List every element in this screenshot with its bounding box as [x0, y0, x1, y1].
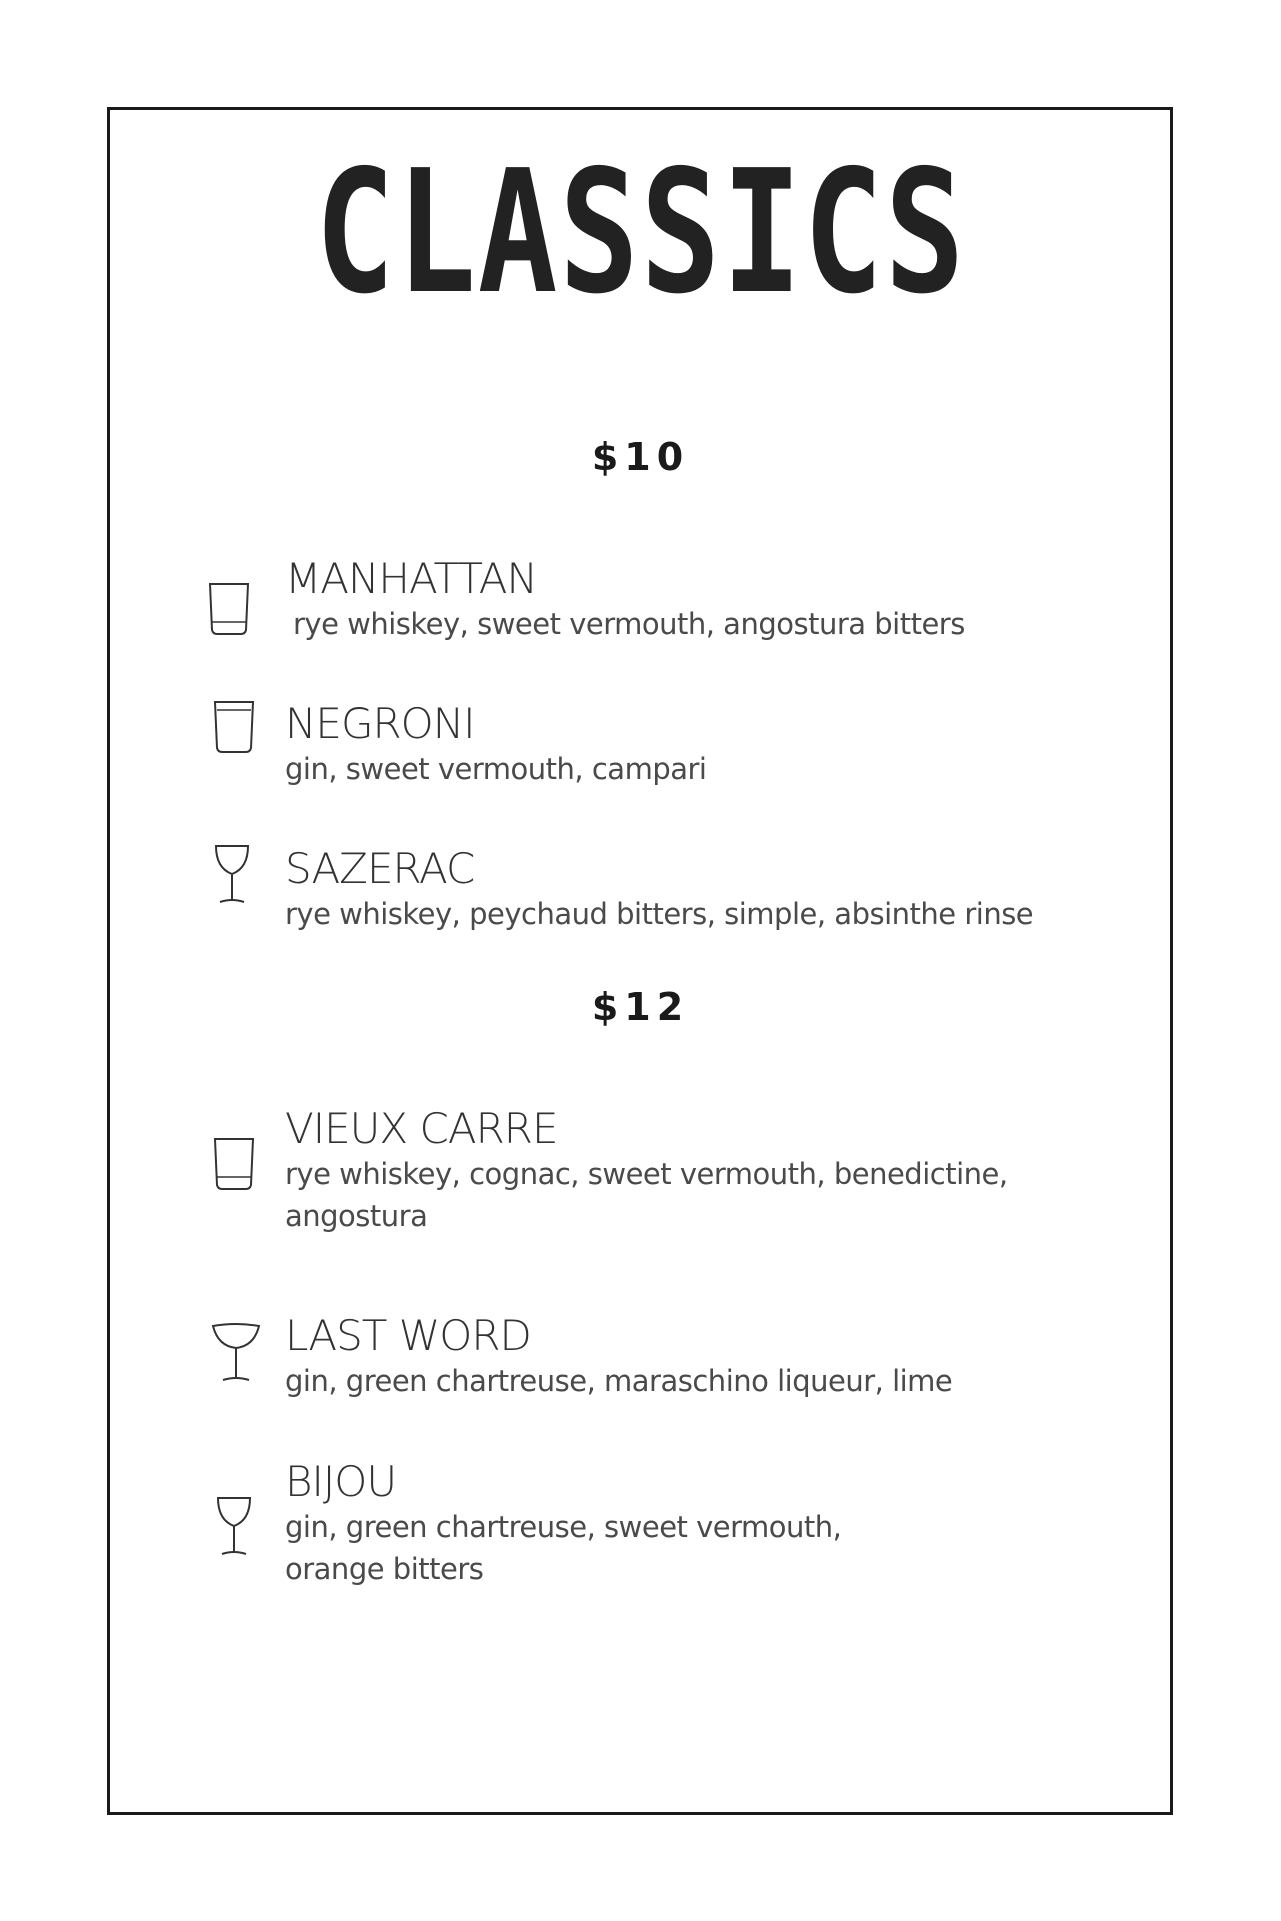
menu-item-negroni: [285, 700, 1085, 790]
item-description: rye whiskey, peychaud bitters, simple, absinthe rinse: [285, 897, 1034, 931]
coupe-glass-icon: [210, 1320, 262, 1386]
item-description: gin, sweet vermouth, campari: [285, 752, 707, 786]
item-description: rye whiskey, cognac, sweet vermouth, benedictine,: [285, 1157, 1008, 1191]
menu-item-last-word: [285, 1312, 1085, 1402]
rocks-glass-icon: [207, 580, 251, 636]
wine-glass-icon: [212, 842, 252, 908]
item-description-line2: orange bitters: [285, 1552, 484, 1586]
item-name: NEGRONI: [285, 699, 475, 748]
menu-item-manhattan: [285, 555, 1085, 645]
item-description: gin, green chartreuse, sweet vermouth,: [285, 1510, 842, 1544]
item-name: VIEUX CARRE: [285, 1104, 558, 1153]
menu-title: CLASSICS: [314, 134, 967, 332]
item-name: BIJOU: [285, 1457, 397, 1506]
price-heading-12: $12: [591, 985, 690, 1029]
rocks-glass-icon: [212, 1135, 256, 1191]
item-description-line2: angostura: [285, 1199, 428, 1233]
item-name: MANHATTAN: [285, 554, 537, 603]
wine-glass-icon: [214, 1494, 254, 1560]
price-heading-10: $10: [591, 435, 690, 479]
item-description: gin, green chartreuse, maraschino liqueur, lime: [285, 1364, 953, 1398]
menu-item-vieux-carre: [285, 1105, 1085, 1237]
menu-item-bijou: [285, 1458, 1085, 1590]
item-description: rye whiskey, sweet vermouth, angostura bitters: [293, 607, 965, 641]
item-name: LAST WORD: [285, 1311, 531, 1360]
menu-item-sazerac: [285, 845, 1085, 935]
item-name: SAZERAC: [285, 844, 475, 893]
rocks-glass-icon: [212, 698, 256, 754]
